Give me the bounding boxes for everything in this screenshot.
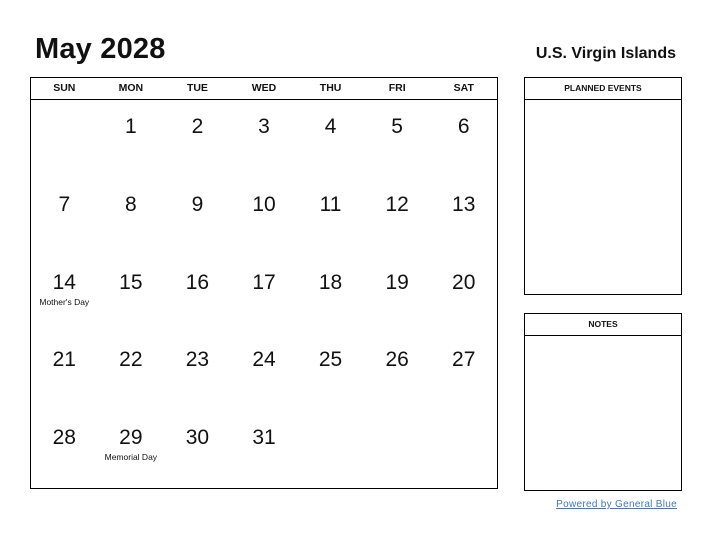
day-cell[interactable]: [31, 255, 98, 333]
weekday-thu: THU: [319, 82, 342, 94]
day-cell[interactable]: [430, 410, 497, 488]
weekday-header-row: [31, 78, 497, 100]
day-cell[interactable]: [164, 332, 231, 410]
day-number: 19: [385, 270, 409, 294]
day-cell[interactable]: [364, 177, 431, 255]
day-number: 14: [52, 270, 76, 294]
day-number: 18: [318, 270, 343, 294]
day-number: 2: [191, 115, 204, 138]
weekday-tue: TUE: [186, 82, 208, 94]
holiday-label: Memorial Day: [104, 452, 158, 463]
day-cell[interactable]: [98, 332, 165, 410]
planned-events-panel[interactable]: [524, 77, 682, 295]
day-cell[interactable]: [364, 99, 431, 177]
day-number: 31: [252, 426, 276, 450]
day-cell[interactable]: [430, 99, 497, 177]
day-number: 28: [52, 426, 76, 450]
day-cell[interactable]: [231, 255, 298, 333]
day-cell[interactable]: [297, 99, 364, 177]
day-cell[interactable]: [364, 255, 431, 333]
weekday-sat: SAT: [453, 82, 474, 94]
day-number: 17: [252, 270, 276, 294]
weekday-sun: SUN: [53, 82, 76, 94]
day-number: 26: [385, 348, 409, 372]
day-cell[interactable]: [297, 255, 364, 333]
day-number: 12: [385, 192, 409, 216]
day-cells: [31, 99, 497, 488]
day-number: 1: [125, 115, 137, 138]
day-cell[interactable]: [98, 177, 165, 255]
day-number: 24: [252, 348, 276, 372]
weekday-wed: WED: [251, 82, 277, 94]
day-number: 21: [52, 348, 76, 372]
day-cell[interactable]: [364, 332, 431, 410]
day-cell[interactable]: [297, 332, 364, 410]
day-number: 16: [185, 270, 210, 294]
day-cell[interactable]: [297, 410, 364, 488]
day-number: 29: [119, 426, 143, 450]
day-cell[interactable]: [31, 410, 98, 488]
planned-events-title: PLANNED EVENTS: [525, 78, 681, 100]
day-cell[interactable]: [31, 177, 98, 255]
day-number: 8: [125, 192, 137, 216]
day-number: 30: [185, 426, 210, 450]
day-cell[interactable]: [297, 177, 364, 255]
day-cell[interactable]: [31, 99, 98, 177]
day-number: 11: [319, 192, 342, 216]
region-label: U.S. Virgin Islands: [535, 45, 676, 62]
day-cell[interactable]: [364, 410, 431, 488]
day-cell[interactable]: [98, 410, 165, 488]
day-cell[interactable]: [98, 99, 165, 177]
day-number: 9: [191, 192, 204, 216]
day-number: 10: [252, 192, 276, 216]
day-cell[interactable]: [430, 177, 497, 255]
calendar-grid: [30, 77, 498, 489]
day-number: 23: [185, 348, 210, 372]
day-cell[interactable]: [164, 99, 231, 177]
day-cell[interactable]: [98, 255, 165, 333]
day-number: 15: [119, 270, 143, 294]
weekday-fri: FRI: [388, 82, 406, 94]
day-cell[interactable]: [164, 177, 231, 255]
holiday-label: Mother's Day: [39, 296, 90, 307]
day-cell[interactable]: [430, 332, 497, 410]
day-number: 22: [119, 348, 143, 372]
day-number: 7: [58, 192, 71, 216]
notes-panel[interactable]: [524, 313, 682, 491]
day-number: 20: [452, 270, 476, 294]
day-number: 6: [457, 115, 470, 138]
day-number: 13: [452, 192, 476, 216]
day-number: 5: [391, 115, 403, 138]
powered-by-link[interactable]: Powered by General Blue: [556, 499, 677, 510]
weekday-mon: MON: [118, 82, 144, 94]
month-title: May 2028: [35, 33, 166, 65]
day-cell[interactable]: [231, 99, 298, 177]
day-cell[interactable]: [164, 410, 231, 488]
notes-title: NOTES: [525, 314, 681, 336]
day-cell[interactable]: [231, 177, 298, 255]
day-number: 3: [258, 115, 270, 138]
day-cell[interactable]: [31, 332, 98, 410]
day-number: 27: [452, 348, 476, 372]
day-cell[interactable]: [231, 332, 298, 410]
day-cell[interactable]: [164, 255, 231, 333]
day-number: 4: [324, 115, 337, 138]
day-number: 25: [318, 348, 343, 372]
day-cell[interactable]: [231, 410, 298, 488]
day-cell[interactable]: [430, 255, 497, 333]
